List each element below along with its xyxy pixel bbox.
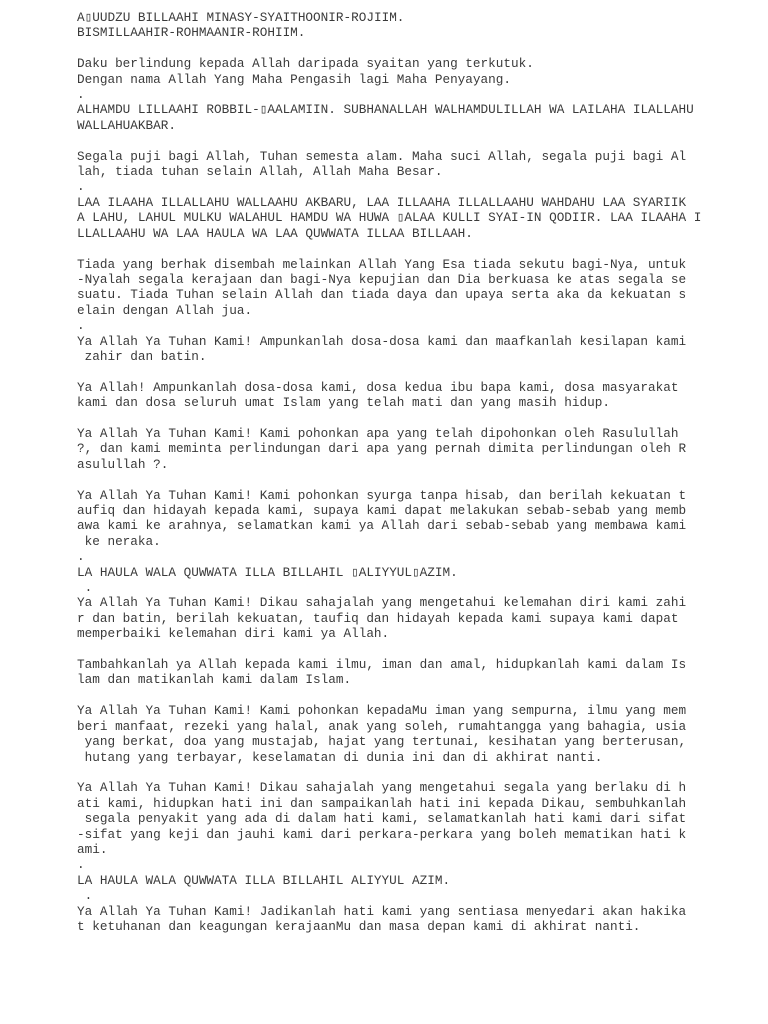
text-line: kami dan dosa seluruh umat Islam yang telah mati dan yang masih hidup. xyxy=(77,395,610,411)
text-line: A LAHU, LAHUL MULKU WALAHUL HAMDU WA HUWA ▯ALAA KULLI SYAI-IN QODIIR. LAA ILAAHA I xyxy=(77,210,702,226)
text-line xyxy=(77,642,701,657)
text-line: ami. xyxy=(77,841,108,857)
text-line: . xyxy=(77,580,93,596)
text-line: t ketuhanan dan keagungan kerajaanMu dan masa depan kami di akhirat nanti. xyxy=(77,918,641,934)
text-line: ati kami, hidupkan hati ini dan sampaikanlah hati ini kepada Dikau, sembuhkanlah xyxy=(77,795,687,811)
text-line: -sifat yang keji dan jauhi kami dari perkara-perkara yang boleh mematikan hati k xyxy=(77,826,687,842)
text-line: aufiq dan hidayah kepada kami, supaya kami dapat melakukan sebab-sebab yang memb xyxy=(77,503,687,518)
text-line xyxy=(77,133,701,148)
text-line: zahir dan batin. xyxy=(77,348,207,364)
text-line: segala penyakit yang ada di dalam hati kami, selamatkanlah hati kami dari sifat xyxy=(77,811,687,827)
text-line: Ya Allah! Ampunkanlah dosa-dosa kami, dosa kedua ibu bapa kami, dosa masyarakat xyxy=(77,379,679,395)
text-line xyxy=(77,241,701,256)
text-line: hutang yang terbayar, keselamatan di dunia ini dan di akhirat nanti. xyxy=(77,749,603,765)
text-line: LAA ILAAHA ILLALLAHU WALLAAHU AKBARU, LAA ILLAAHA ILLALLAAHU WAHDAHU LAA SYARIIK xyxy=(77,194,687,210)
text-line: . xyxy=(77,549,85,565)
text-line: . xyxy=(77,87,85,103)
text-line: . xyxy=(77,857,85,873)
text-line: beri manfaat, rezeki yang halal, anak yang soleh, rumahtangga yang bahagia, usia xyxy=(77,718,687,734)
text-line: WALLAHUAKBAR. xyxy=(77,117,176,133)
text-line: LA HAULA WALA QUWWATA ILLA BILLAHIL ALIYYUL AZIM. xyxy=(77,872,451,888)
text-line: Daku berlindung kepada Allah daripada syaitan yang terkutuk. xyxy=(77,56,534,72)
text-line xyxy=(77,765,701,780)
text-line: elain dengan Allah jua. xyxy=(77,302,253,318)
text-line: LLALLAAHU WA LAA HAULA WA LAA QUWWATA ILLAA BILLAAH. xyxy=(77,225,473,241)
text-line: . xyxy=(77,318,85,334)
text-line: BISMILLAAHIR-ROHMAANIR-ROHIIM. xyxy=(77,25,306,41)
text-line: r dan batin, berilah kekuatan, taufiq dan hidayah kepada kami supaya kami dapat xyxy=(77,610,679,626)
text-line: suatu. Tiada Tuhan selain Allah dan tiada daya dan upaya serta aka da kekuatan s xyxy=(77,287,687,303)
text-line: ke neraka. xyxy=(77,533,161,549)
document-text xyxy=(77,10,701,934)
text-line: -Nyalah segala kerajaan dan bagi-Nya kepujian dan Dia berkuasa ke atas segala se xyxy=(77,271,687,287)
text-line: Ya Allah Ya Tuhan Kami! Kami pohonkan syurga tanpa hisab, dan berilah kekuatan t xyxy=(77,487,687,503)
text-line: Ya Allah Ya Tuhan Kami! Dikau sahajalah yang mengetahui segala yang berlaku di h xyxy=(77,780,687,796)
text-line: lam dan matikanlah kami dalam Islam. xyxy=(77,672,352,688)
text-line: . xyxy=(77,179,85,195)
text-line: ALHAMDU LILLAAHI ROBBIL-▯AALAMIIN. SUBHANALLAH WALHAMDULILLAH WA LAILAHA ILALLAHU xyxy=(77,102,694,118)
text-line: LA HAULA WALA QUWWATA ILLA BILLAHIL ▯ALIYYUL▯AZIM. xyxy=(77,564,458,580)
text-line: Tambahkanlah ya Allah kepada kami ilmu, iman dan amal, hidupkanlah kami dalam Is xyxy=(77,657,687,673)
text-line: yang berkat, doa yang mustajab, hajat yang tertunai, kesihatan yang berterusan, xyxy=(77,734,687,750)
text-line: ?, dan kami meminta perlindungan dari apa yang pernah dimita perlindungan oleh R xyxy=(77,441,687,457)
text-line: Dengan nama Allah Yang Maha Pengasih lagi Maha Penyayang. xyxy=(77,71,511,87)
text-line xyxy=(77,472,701,487)
text-line xyxy=(77,688,701,703)
text-line: Ya Allah Ya Tuhan Kami! Kami pohonkan apa yang telah dipohonkan oleh Rasulullah xyxy=(77,425,679,441)
text-line xyxy=(77,364,701,379)
text-line xyxy=(77,41,701,56)
text-line: lah, tiada tuhan selain Allah, Allah Maha Besar. xyxy=(77,164,443,180)
text-line: memperbaiki kelemahan diri kami ya Allah. xyxy=(77,626,390,642)
text-line: Ya Allah Ya Tuhan Kami! Dikau sahajalah yang mengetahui kelemahan diri kami zahi xyxy=(77,595,687,611)
text-line: . xyxy=(77,888,93,904)
text-line: Ya Allah Ya Tuhan Kami! Jadikanlah hati kami yang sentiasa menyedari akan hakika xyxy=(77,903,687,919)
text-line: Ya Allah Ya Tuhan Kami! Ampunkanlah dosa-dosa kami dan maafkanlah kesilapan kami xyxy=(77,333,687,349)
text-line xyxy=(77,411,701,426)
text-line: Ya Allah Ya Tuhan Kami! Kami pohonkan kepadaMu iman yang sempurna, ilmu yang mem xyxy=(77,703,687,719)
text-line: A▯UUDZU BILLAAHI MINASY-SYAITHOONIR-ROJIIM. xyxy=(77,10,405,25)
text-line: Segala puji bagi Allah, Tuhan semesta alam. Maha suci Allah, segala puji bagi Al xyxy=(77,148,687,164)
text-line: Tiada yang berhak disembah melainkan Allah Yang Esa tiada sekutu bagi-Nya, untuk xyxy=(77,256,687,272)
text-line: asulullah ?. xyxy=(77,456,169,472)
text-line: awa kami ke arahnya, selamatkan kami ya Allah dari sebab-sebab yang membawa kami xyxy=(77,518,687,534)
